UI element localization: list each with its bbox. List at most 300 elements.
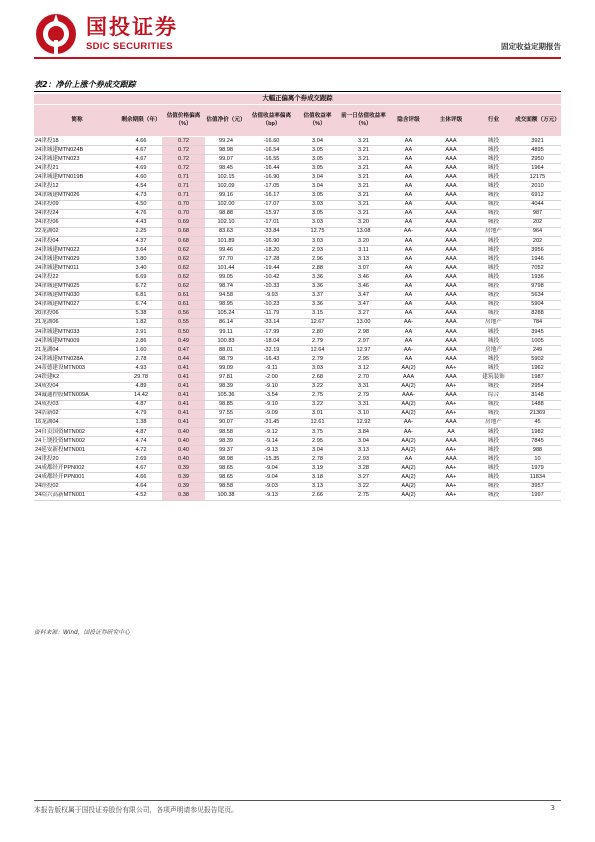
bond-name-cell: 24成都经开PPN001: [34, 473, 120, 482]
table-cell: 98.98: [205, 455, 247, 464]
table-cell: 3.05: [296, 164, 339, 173]
table-cell: AAA: [429, 155, 473, 164]
table-cell: 3.36: [296, 300, 339, 309]
table-cell: 0.71: [162, 182, 205, 191]
table-cell: 3.20: [339, 237, 388, 246]
table-cell: 88.01: [205, 346, 247, 355]
table-cell: 0.62: [162, 246, 205, 255]
table-cell: 12.92: [339, 418, 388, 427]
bond-name-cell: 24津投09: [34, 200, 120, 209]
table-cell: 3.04: [296, 137, 339, 146]
column-header: 估值收益率偏离（bp）: [247, 105, 296, 137]
bond-name-cell: 24津城建MTN025: [34, 282, 120, 291]
table-cell: AA+: [429, 446, 473, 455]
table-cell: 102.00: [205, 200, 247, 209]
bond-name-cell: 24津投12: [34, 182, 120, 191]
bond-name-cell: 24上饶投资MTN002: [34, 437, 120, 446]
table-cell: 13.08: [339, 227, 388, 236]
bond-name-cell: 24津投24: [34, 209, 120, 218]
table-cell: AA(2): [388, 464, 429, 473]
table-row: [34, 191, 561, 200]
table-cell: 城投: [473, 464, 514, 473]
table-row: [34, 364, 561, 373]
table-row: [34, 409, 561, 418]
table-row: [34, 200, 561, 209]
table-cell: 2.96: [296, 255, 339, 264]
table-cell: 2.79: [296, 337, 339, 346]
bond-name-cell: 21龙湖06: [34, 318, 120, 327]
table-cell: AAA: [429, 373, 473, 382]
table-cell: 4.66: [120, 473, 162, 482]
table-cell: -17.28: [247, 255, 296, 264]
table-cell: 98.45: [205, 164, 247, 173]
table-cell: 3.37: [296, 291, 339, 300]
table-row: [34, 264, 561, 273]
table-cell: 1987: [514, 373, 561, 382]
table-cell: AA: [388, 182, 429, 191]
table-cell: 3.05: [296, 155, 339, 164]
table-cell: 3.22: [296, 400, 339, 409]
table-cell: 城投: [473, 264, 514, 273]
bond-name-cell: 24津城建MTN024B: [34, 146, 120, 155]
table-cell: 202: [514, 237, 561, 246]
table-cell: 城投: [473, 327, 514, 336]
table-cell: AAA: [429, 337, 473, 346]
table-cell: 5904: [514, 300, 561, 309]
table-cell: 4.89: [120, 382, 162, 391]
table-cell: 4.37: [120, 237, 162, 246]
bond-name-cell: 24津投20: [34, 455, 120, 464]
table-cell: -16.90: [247, 237, 296, 246]
table-cell: 城投: [473, 300, 514, 309]
table-cell: 12175: [514, 173, 561, 182]
table-cell: AAA: [429, 309, 473, 318]
table-cell: 7052: [514, 264, 561, 273]
table-cell: AA: [388, 218, 429, 227]
table-cell: 3957: [514, 482, 561, 491]
table-cell: 2954: [514, 382, 561, 391]
table-cell: 12.67: [296, 318, 339, 327]
table-cell: -16.43: [247, 355, 296, 364]
table-cell: AAA: [429, 164, 473, 173]
table-cell: AA: [388, 355, 429, 364]
table-cell: 城投: [473, 246, 514, 255]
table-cell: 3.22: [296, 382, 339, 391]
table-cell: 3.03: [296, 218, 339, 227]
table-cell: AA: [388, 264, 429, 273]
table-cell: 987: [514, 209, 561, 218]
table-cell: 3.36: [296, 273, 339, 282]
table-cell: 城投: [473, 155, 514, 164]
bond-name-cell: 24成投03: [34, 400, 120, 409]
table-cell: 城投: [473, 428, 514, 437]
table-cell: 3.01: [296, 409, 339, 418]
table-cell: 3.21: [339, 146, 388, 155]
table-cell: -16.60: [247, 137, 296, 146]
table-cell: 4.67: [120, 464, 162, 473]
table-cell: 1964: [514, 164, 561, 173]
table-cell: 2.79: [339, 391, 388, 400]
table-cell: 97.81: [205, 373, 247, 382]
table-cell: AA(2): [388, 400, 429, 409]
table-cell: -9.11: [247, 364, 296, 373]
table-cell: 城投: [473, 182, 514, 191]
table-cell: 城投: [473, 282, 514, 291]
table-cell: AAA: [429, 355, 473, 364]
table-row: [34, 428, 561, 437]
table-cell: 0.41: [162, 409, 205, 418]
bond-name-cell: 24津投06: [34, 218, 120, 227]
table-cell: 99.24: [205, 137, 247, 146]
table-row: [34, 227, 561, 236]
bond-name-cell: 24成投04: [34, 382, 120, 391]
table-cell: 4.43: [120, 218, 162, 227]
table-cell: 0.50: [162, 327, 205, 336]
table-cell: 2.69: [120, 455, 162, 464]
table-cell: 3945: [514, 327, 561, 336]
table-cell: -16.44: [247, 164, 296, 173]
table-cell: 0.72: [162, 137, 205, 146]
table-cell: 房地产: [473, 346, 514, 355]
table-cell: -17.01: [247, 218, 296, 227]
table-cell: 2.93: [339, 455, 388, 464]
table-cell: 城投: [473, 337, 514, 346]
table-cell: AAA: [429, 200, 473, 209]
table-cell: -32.19: [247, 346, 296, 355]
table-cell: 13.00: [339, 318, 388, 327]
table-cell: 0.41: [162, 382, 205, 391]
table-cell: 综合: [473, 391, 514, 400]
table-cell: 3.21: [339, 209, 388, 218]
table-cell: 29.78: [120, 373, 162, 382]
table-cell: -15.35: [247, 455, 296, 464]
table-cell: 0.68: [162, 227, 205, 236]
table-cell: 0.44: [162, 355, 205, 364]
table-cell: AA: [388, 137, 429, 146]
table-cell: 0.49: [162, 337, 205, 346]
table-cell: 5.38: [120, 309, 162, 318]
table-cell: 0.41: [162, 418, 205, 427]
table-cell: 98.98: [205, 146, 247, 155]
table-cell: AA(2): [388, 364, 429, 373]
table-cell: -9.93: [247, 291, 296, 300]
table-cell: 2.91: [120, 327, 162, 336]
table-cell: -9.09: [247, 409, 296, 418]
table-cell: 784: [514, 318, 561, 327]
table-cell: 99.16: [205, 191, 247, 200]
table-cell: -18.04: [247, 337, 296, 346]
table-cell: AA: [388, 155, 429, 164]
footer-divider: [34, 800, 561, 801]
table-row: [34, 464, 561, 473]
table-cell: 0.40: [162, 437, 205, 446]
bond-name-cell: 24津城建MTN011: [34, 264, 120, 273]
bond-name-cell: 24津投18: [34, 137, 120, 146]
table-cell: -19.44: [247, 264, 296, 273]
table-cell: 0.62: [162, 282, 205, 291]
table-cell: 4.66: [120, 137, 162, 146]
bond-name-cell: 24津投22: [34, 273, 120, 282]
table-cell: 3.28: [339, 464, 388, 473]
table-cell: 94.58: [205, 291, 247, 300]
table-cell: 3.47: [339, 291, 388, 300]
table-cell: AAA: [429, 255, 473, 264]
table-cell: 4.69: [120, 164, 162, 173]
table-cell: 2.95: [296, 437, 339, 446]
table-cell: 3.64: [120, 246, 162, 255]
table-cell: -9.13: [247, 491, 296, 500]
table-cell: 12.64: [296, 346, 339, 355]
table-cell: 1.38: [120, 418, 162, 427]
table-cell: 12.97: [339, 346, 388, 355]
table-cell: 0.69: [162, 218, 205, 227]
table-cell: 3.46: [339, 282, 388, 291]
table-row: [34, 164, 561, 173]
table-cell: 4.67: [120, 146, 162, 155]
column-header: 主体评级: [429, 105, 473, 137]
table-cell: 98.85: [205, 400, 247, 409]
table-cell: AAA: [429, 182, 473, 191]
table-cell: 45: [514, 418, 561, 427]
table-cell: 4.76: [120, 209, 162, 218]
table-cell: 1982: [514, 428, 561, 437]
table-cell: AAA: [429, 237, 473, 246]
table-cell: 3.13: [339, 446, 388, 455]
table-cell: 4.50: [120, 200, 162, 209]
table-cell: AA: [388, 337, 429, 346]
table-cell: 3.19: [296, 464, 339, 473]
table-cell: 0.71: [162, 173, 205, 182]
table-row: [34, 273, 561, 282]
table-cell: 249: [514, 346, 561, 355]
table-cell: 2.75: [339, 491, 388, 500]
table-cell: AA(2): [388, 491, 429, 500]
table-row: [34, 237, 561, 246]
table-cell: 3.03: [296, 200, 339, 209]
table-cell: -9.10: [247, 382, 296, 391]
table-cell: 98.39: [205, 382, 247, 391]
table-cell: 0.40: [162, 446, 205, 455]
table-cell: 城投: [473, 482, 514, 491]
table-cell: 105.24: [205, 309, 247, 318]
table-cell: AA+: [429, 491, 473, 500]
table-cell: 5634: [514, 291, 561, 300]
table-cell: 4044: [514, 200, 561, 209]
table-cell: 6.81: [120, 291, 162, 300]
table-cell: 7845: [514, 437, 561, 446]
table-row: [34, 418, 561, 427]
table-cell: 99.05: [205, 273, 247, 282]
table-cell: AA: [388, 255, 429, 264]
brand-name-en: SDIC SECURITIES: [86, 41, 173, 52]
table-cell: 11834: [514, 473, 561, 482]
column-header: 估值收益率（%）: [296, 105, 339, 137]
table-cell: 4.74: [120, 437, 162, 446]
bond-name-cell: 24津城建MTN029: [34, 255, 120, 264]
table-row: [34, 246, 561, 255]
table-cell: 4.52: [120, 491, 162, 500]
table-cell: -33.84: [247, 227, 296, 236]
table-cell: 0.41: [162, 373, 205, 382]
table-cell: 6912: [514, 191, 561, 200]
table-cell: 城投: [473, 382, 514, 391]
table-cell: AAA: [429, 327, 473, 336]
table-cell: 3.18: [296, 473, 339, 482]
table-cell: 3.03: [296, 364, 339, 373]
source-note: 资料来源：Wind，国投证券研究中心: [34, 630, 130, 636]
table-cell: 3.22: [339, 482, 388, 491]
table-cell: 0.40: [162, 455, 205, 464]
table-cell: 99.37: [205, 446, 247, 455]
table-cell: 1.82: [120, 318, 162, 327]
table-cell: 3.04: [296, 173, 339, 182]
table-cell: 0.62: [162, 273, 205, 282]
table-cell: 0.71: [162, 191, 205, 200]
table-cell: -15.97: [247, 209, 296, 218]
table-cell: 12.61: [296, 418, 339, 427]
table-cell: 3.05: [296, 209, 339, 218]
table-row: [34, 146, 561, 155]
table-cell: AAA: [429, 137, 473, 146]
table-cell: 3.40: [120, 264, 162, 273]
table-cell: 2.98: [339, 327, 388, 336]
table-cell: 202: [514, 218, 561, 227]
table-cell: AA: [388, 455, 429, 464]
table-cell: 2.80: [296, 327, 339, 336]
table-row: [34, 218, 561, 227]
table-cell: 102.10: [205, 218, 247, 227]
table-cell: 城投: [473, 237, 514, 246]
table-row: [34, 291, 561, 300]
table-row: [34, 455, 561, 464]
table-cell: -3.54: [247, 391, 296, 400]
table-cell: AAA: [429, 318, 473, 327]
table-cell: 3.27: [339, 473, 388, 482]
table-cell: AA: [388, 309, 429, 318]
table-cell: 98.58: [205, 428, 247, 437]
table-cell: 4.87: [120, 428, 162, 437]
table-cell: 3.36: [296, 282, 339, 291]
footer-disclaimer: 本报告版权属于国投证券股份有限公司，各项声明请参见报告尾页。: [34, 806, 238, 814]
table-cell: 3.03: [296, 237, 339, 246]
table-cell: AAA: [429, 437, 473, 446]
table-cell: 2.66: [296, 491, 339, 500]
table-cell: 964: [514, 227, 561, 236]
table-cell: 3.11: [339, 246, 388, 255]
table-row: [34, 318, 561, 327]
column-header: 简称: [34, 105, 120, 137]
table-cell: AA+: [429, 482, 473, 491]
table-cell: 4.67: [120, 155, 162, 164]
table-cell: -16.54: [247, 146, 296, 155]
table-cell: AAA: [429, 209, 473, 218]
table-cell: -16.55: [247, 155, 296, 164]
table-cell: AA-: [388, 418, 429, 427]
table-cell: 5902: [514, 355, 561, 364]
table-cell: AA: [388, 173, 429, 182]
table-cell: 城投: [473, 364, 514, 373]
table-cell: 城投: [473, 309, 514, 318]
table-row: [34, 327, 561, 336]
table-cell: AA: [388, 146, 429, 155]
table-cell: AAA: [429, 191, 473, 200]
table-cell: AA: [429, 428, 473, 437]
table-row: [34, 173, 561, 182]
table-cell: 1488: [514, 400, 561, 409]
table-cell: 0.38: [162, 491, 205, 500]
table-cell: 2.78: [296, 455, 339, 464]
table-body: [34, 137, 561, 501]
bond-name-cell: 24成都经开PPN002: [34, 464, 120, 473]
table-cell: 0.56: [162, 309, 205, 318]
table-cell: 0.72: [162, 155, 205, 164]
table-cell: 12.75: [296, 227, 339, 236]
table-row: [34, 355, 561, 364]
table-cell: 4.79: [120, 409, 162, 418]
table-cell: -9.03: [247, 482, 296, 491]
table-cell: 城投: [473, 255, 514, 264]
table-cell: 城投: [473, 455, 514, 464]
table-row: [34, 482, 561, 491]
table-cell: 98.88: [205, 209, 247, 218]
bond-name-cell: 24津城建MTN023: [34, 155, 120, 164]
table-row: [34, 255, 561, 264]
table-cell: 2.86: [120, 337, 162, 346]
table-cell: 0.41: [162, 364, 205, 373]
table-cell: 98.65: [205, 464, 247, 473]
table-cell: -10.33: [247, 282, 296, 291]
table-row: [34, 137, 561, 146]
table-cell: 2.93: [296, 246, 339, 255]
table-cell: 3921: [514, 137, 561, 146]
table-cell: AA+: [429, 409, 473, 418]
table-cell: AAA: [388, 373, 429, 382]
table-cell: 城投: [473, 437, 514, 446]
table-cell: 2.97: [339, 337, 388, 346]
table-cell: 3.31: [339, 400, 388, 409]
table-cell: 城投: [473, 173, 514, 182]
table-row: [34, 437, 561, 446]
bond-name-cell: 24津城建MTN009: [34, 337, 120, 346]
table-cell: 3.84: [339, 428, 388, 437]
table-cell: 2.70: [339, 373, 388, 382]
table-cell: -18.20: [247, 246, 296, 255]
table-cell: 0.39: [162, 473, 205, 482]
table-cell: 城投: [473, 446, 514, 455]
table-cell: 2010: [514, 182, 561, 191]
bond-name-cell: 24津城建MTN027: [34, 300, 120, 309]
table-cell: AAA: [429, 418, 473, 427]
table-cell: 98.65: [205, 473, 247, 482]
bond-name-cell: 20津投06: [34, 309, 120, 318]
table-cell: 3.80: [120, 255, 162, 264]
table-cell: AA: [388, 200, 429, 209]
table-row: [34, 491, 561, 500]
table-cell: -9.14: [247, 437, 296, 446]
table-row: [34, 391, 561, 400]
table-cell: 城投: [473, 409, 514, 418]
bond-name-cell: 24铁建K2: [34, 373, 120, 382]
column-header: 剩余期限（年）: [120, 105, 162, 137]
table-cell: 城投: [473, 400, 514, 409]
table-cell: 2.79: [296, 355, 339, 364]
table-cell: 0.72: [162, 146, 205, 155]
table-cell: 房地产: [473, 418, 514, 427]
table-cell: 0.62: [162, 255, 205, 264]
table-cell: 3.13: [296, 482, 339, 491]
table-cell: AAA-: [388, 391, 429, 400]
table-cell: 0.41: [162, 391, 205, 400]
